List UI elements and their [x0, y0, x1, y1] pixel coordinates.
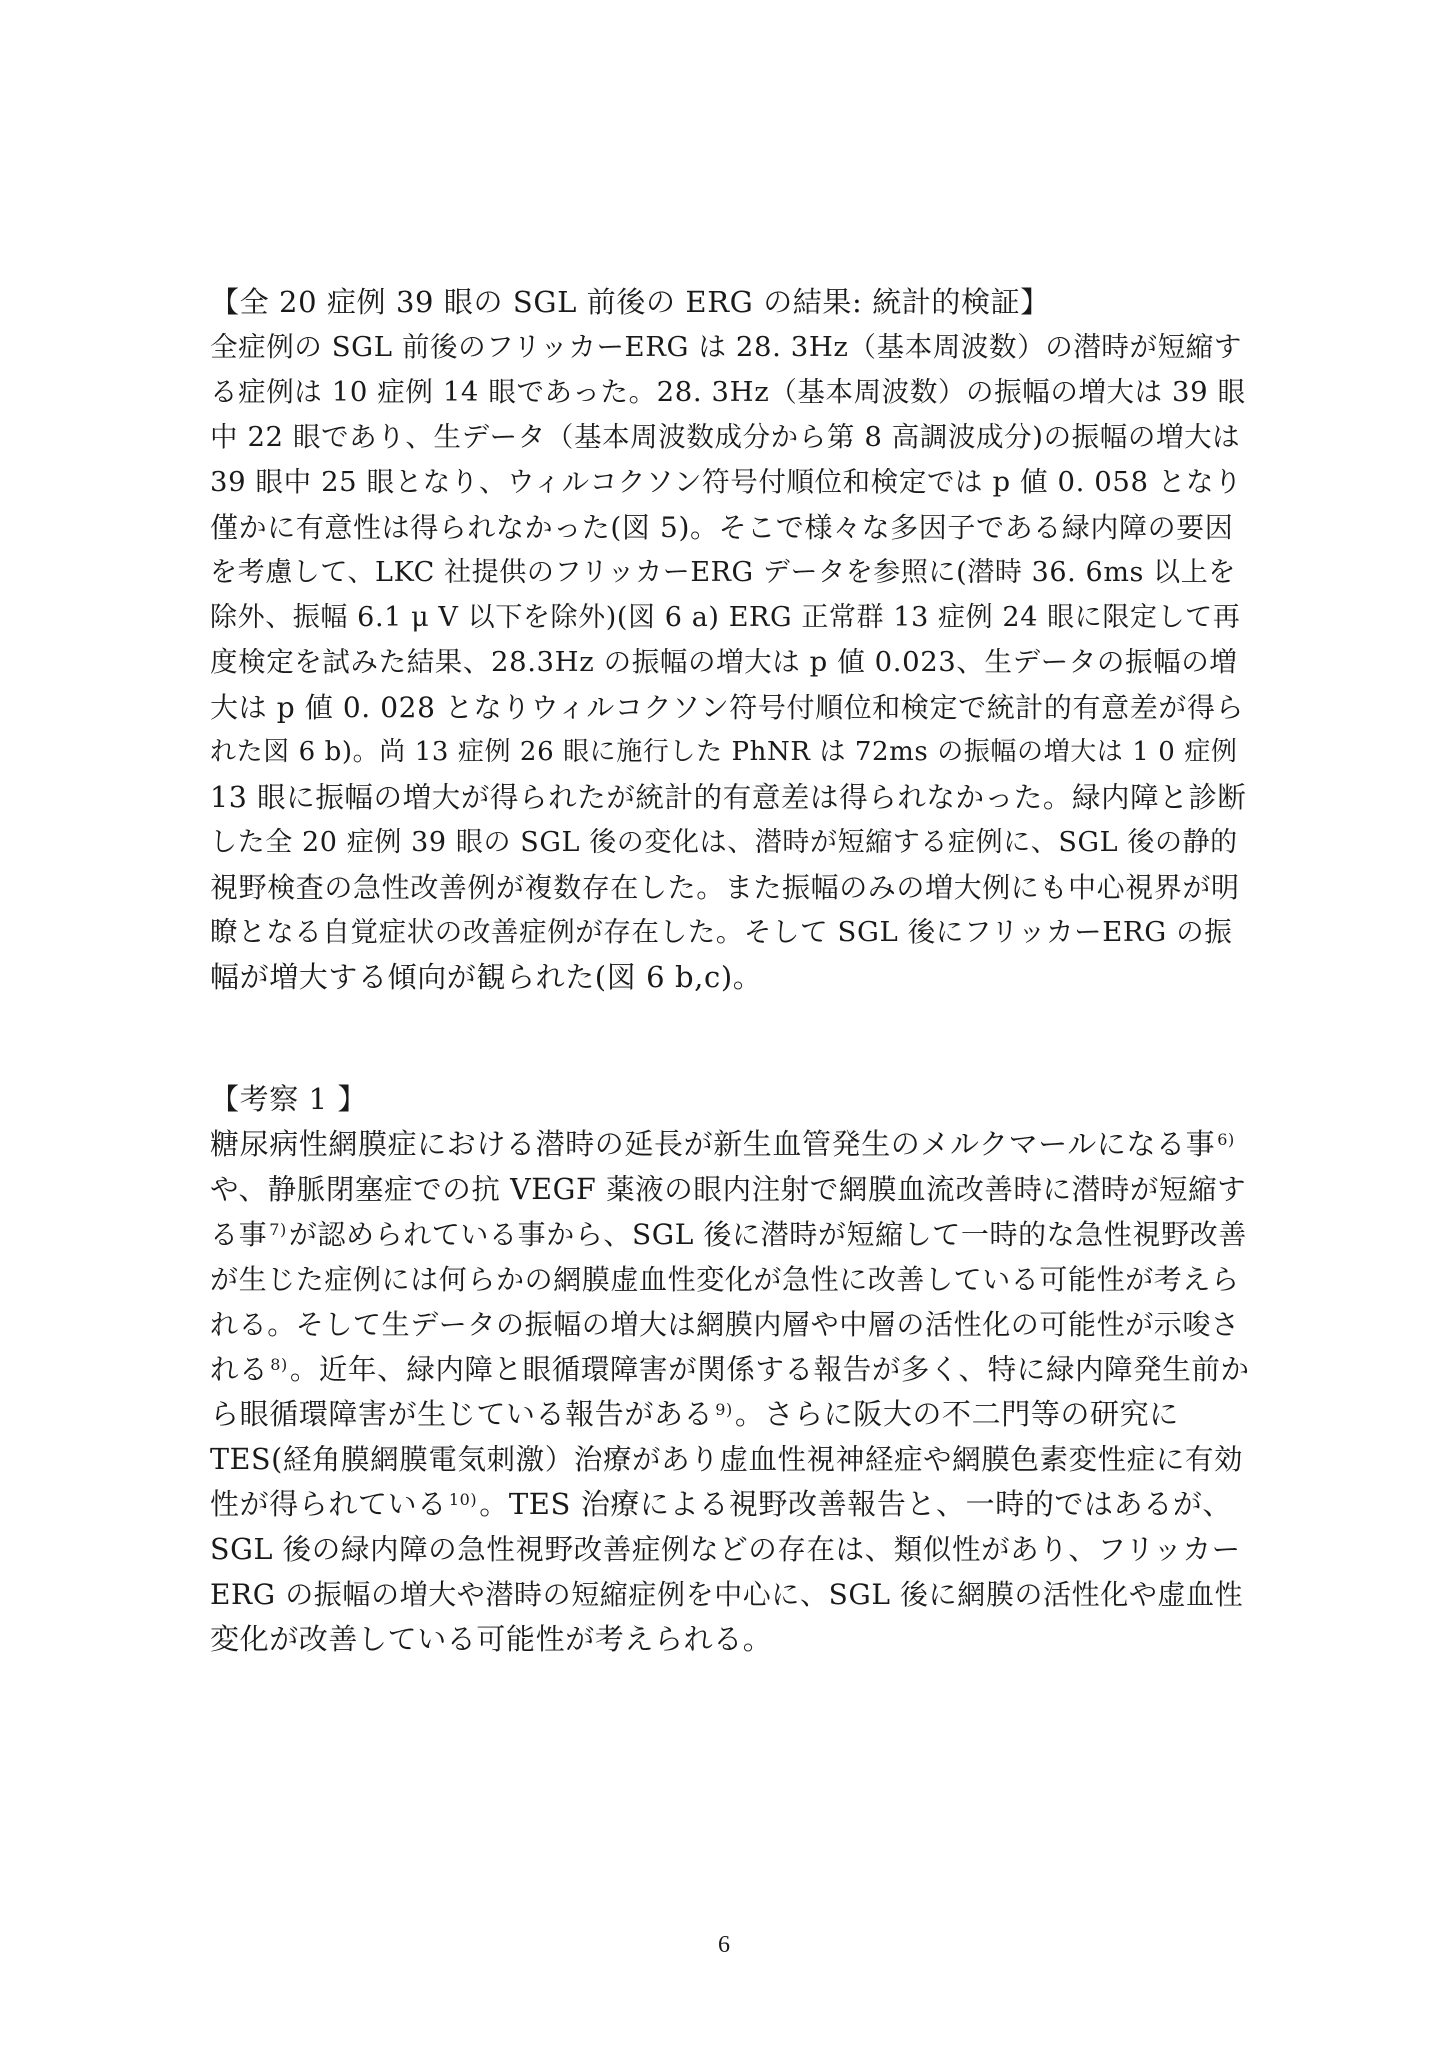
- line-text-tail: が認められている事から、SGL 後に潜時が短縮して一時的な急性視野改善: [288, 1218, 1247, 1251]
- reference-marker: 7): [269, 1220, 287, 1239]
- line-text: SGL 後の緑内障の急性視野改善症例などの存在は、類似性があり、フリッカー: [210, 1533, 1241, 1566]
- line-text: 性が得られている: [210, 1487, 447, 1521]
- reference-marker: 8): [270, 1355, 288, 1374]
- results-line: 瞭となる自覚症状の改善症例が存在した。そして SGL 後にフリッカーERG の振: [210, 916, 1233, 948]
- page-number: 6: [718, 1932, 730, 1958]
- line-text: や、静脈閉塞症での抗 VEGF 薬液の眼内注射で網膜血流改善時に潜時が短縮す: [210, 1173, 1247, 1206]
- discussion-section: [210, 1077, 1250, 1662]
- discussion-line: [210, 1257, 1250, 1302]
- discussion-line: [210, 1212, 1250, 1257]
- discussion-line: [210, 1572, 1250, 1617]
- results-line: 除外、振幅 6.1 μ V 以下を除外)(図 6 a) ERG 正常群 13 症例 24 眼に限定して再: [210, 602, 1241, 633]
- discussion-line: [210, 1617, 1250, 1662]
- results-line: 視野検査の急性改善例が複数存在した。また振幅のみの増大例にも中心視界が明: [210, 871, 1240, 904]
- results-line: した全 20 症例 39 眼の SGL 後の変化は、潜時が短縮する症例に、SGL 後の静的: [210, 827, 1238, 858]
- line-text: 糖尿病性網膜症における潜時の延長が新生血管発生のメルクマールになる事: [210, 1127, 1216, 1161]
- results-line: を考慮して、LKC 社提供のフリッカーERG データを参照に(潜時 36. 6ms 以上を: [210, 557, 1236, 588]
- line-text: る事: [210, 1218, 268, 1251]
- discussion-line: [210, 1437, 1250, 1482]
- results-line: 僅かに有意性は得られなかった(図 5)。そこで様々な多因子である緑内障の要因: [210, 511, 1234, 544]
- line-text-tail: 。TES 治療による視野改善報告と、一時的ではあるが、: [479, 1487, 1233, 1521]
- reference-marker: 10): [448, 1490, 478, 1509]
- line-text-tail: 。さらに阪大の不二門等の研究に: [734, 1397, 1179, 1431]
- results-heading: 【全 20 症例 39 眼の SGL 前後の ERG の結果: 統計的検証】: [210, 285, 1050, 319]
- line-text: が生じた症例には何らかの網膜虚血性変化が急性に改善している可能性が考えら: [210, 1263, 1240, 1296]
- results-line: れた図 6 b)。尚 13 症例 26 眼に施行した PhNR は 72ms の振幅の増大は 1 0 症例: [210, 737, 1238, 767]
- line-text: TES(経角膜網膜電気刺激）治療があり虚血性視神経症や網膜色素変性症に有効: [210, 1443, 1244, 1476]
- discussion-line: [210, 1347, 1250, 1392]
- results-line: 大は p 値 0. 028 となりウィルコクソン符号付順位和検定で統計的有意差が得ら: [210, 691, 1245, 724]
- results-line: 13 眼に振幅の増大が得られたが統計的有意差は得られなかった。緑内障と診断: [210, 781, 1247, 814]
- discussion-heading: 【考察 1 】: [210, 1082, 368, 1116]
- results-line: 度検定を試みた結果、28.3Hz の振幅の増大は p 値 0.023、生データの振幅の増: [210, 646, 1238, 678]
- line-text: れる。そして生データの振幅の増大は網膜内層や中層の活性化の可能性が示唆さ: [210, 1308, 1240, 1341]
- discussion-line: [210, 1527, 1250, 1572]
- line-text-tail: 。近年、緑内障と眼循環障害が関係する報告が多く、特に緑内障発生前か: [289, 1353, 1250, 1386]
- results-line: 39 眼中 25 眼となり、ウィルコクソン符号付順位和検定では p 値 0. 058 となり: [210, 466, 1243, 498]
- line-text: ERG の振幅の増大や潜時の短縮症例を中心に、SGL 後に網膜の活性化や虚血性: [210, 1578, 1244, 1611]
- results-line: る症例は 10 症例 14 眼であった。28. 3Hz（基本周波数）の振幅の増大は 39 眼: [210, 376, 1246, 408]
- line-text: ら眼循環障害が生じている報告がある: [210, 1397, 714, 1431]
- results-line: 幅が増大する傾向が観られた(図 6 b,c)。: [210, 960, 763, 994]
- discussion-line: [210, 1167, 1250, 1212]
- reference-marker: 6): [1217, 1130, 1235, 1149]
- discussion-line: [210, 1302, 1250, 1347]
- results-line: 中 22 眼であり、生データ（基本周波数成分から第 8 高調波成分)の振幅の増大は: [210, 421, 1241, 453]
- line-text: 変化が改善している可能性が考えられる。: [210, 1622, 773, 1656]
- reference-marker: 9): [715, 1400, 733, 1419]
- discussion-line: [210, 1122, 1250, 1167]
- line-text: れる: [210, 1353, 269, 1386]
- discussion-line: [210, 1482, 1250, 1527]
- results-section: [210, 280, 1250, 1000]
- discussion-line: [210, 1392, 1250, 1437]
- results-line: 全症例の SGL 前後のフリッカーERG は 28. 3Hz（基本周波数）の潜時が短縮す: [210, 331, 1242, 363]
